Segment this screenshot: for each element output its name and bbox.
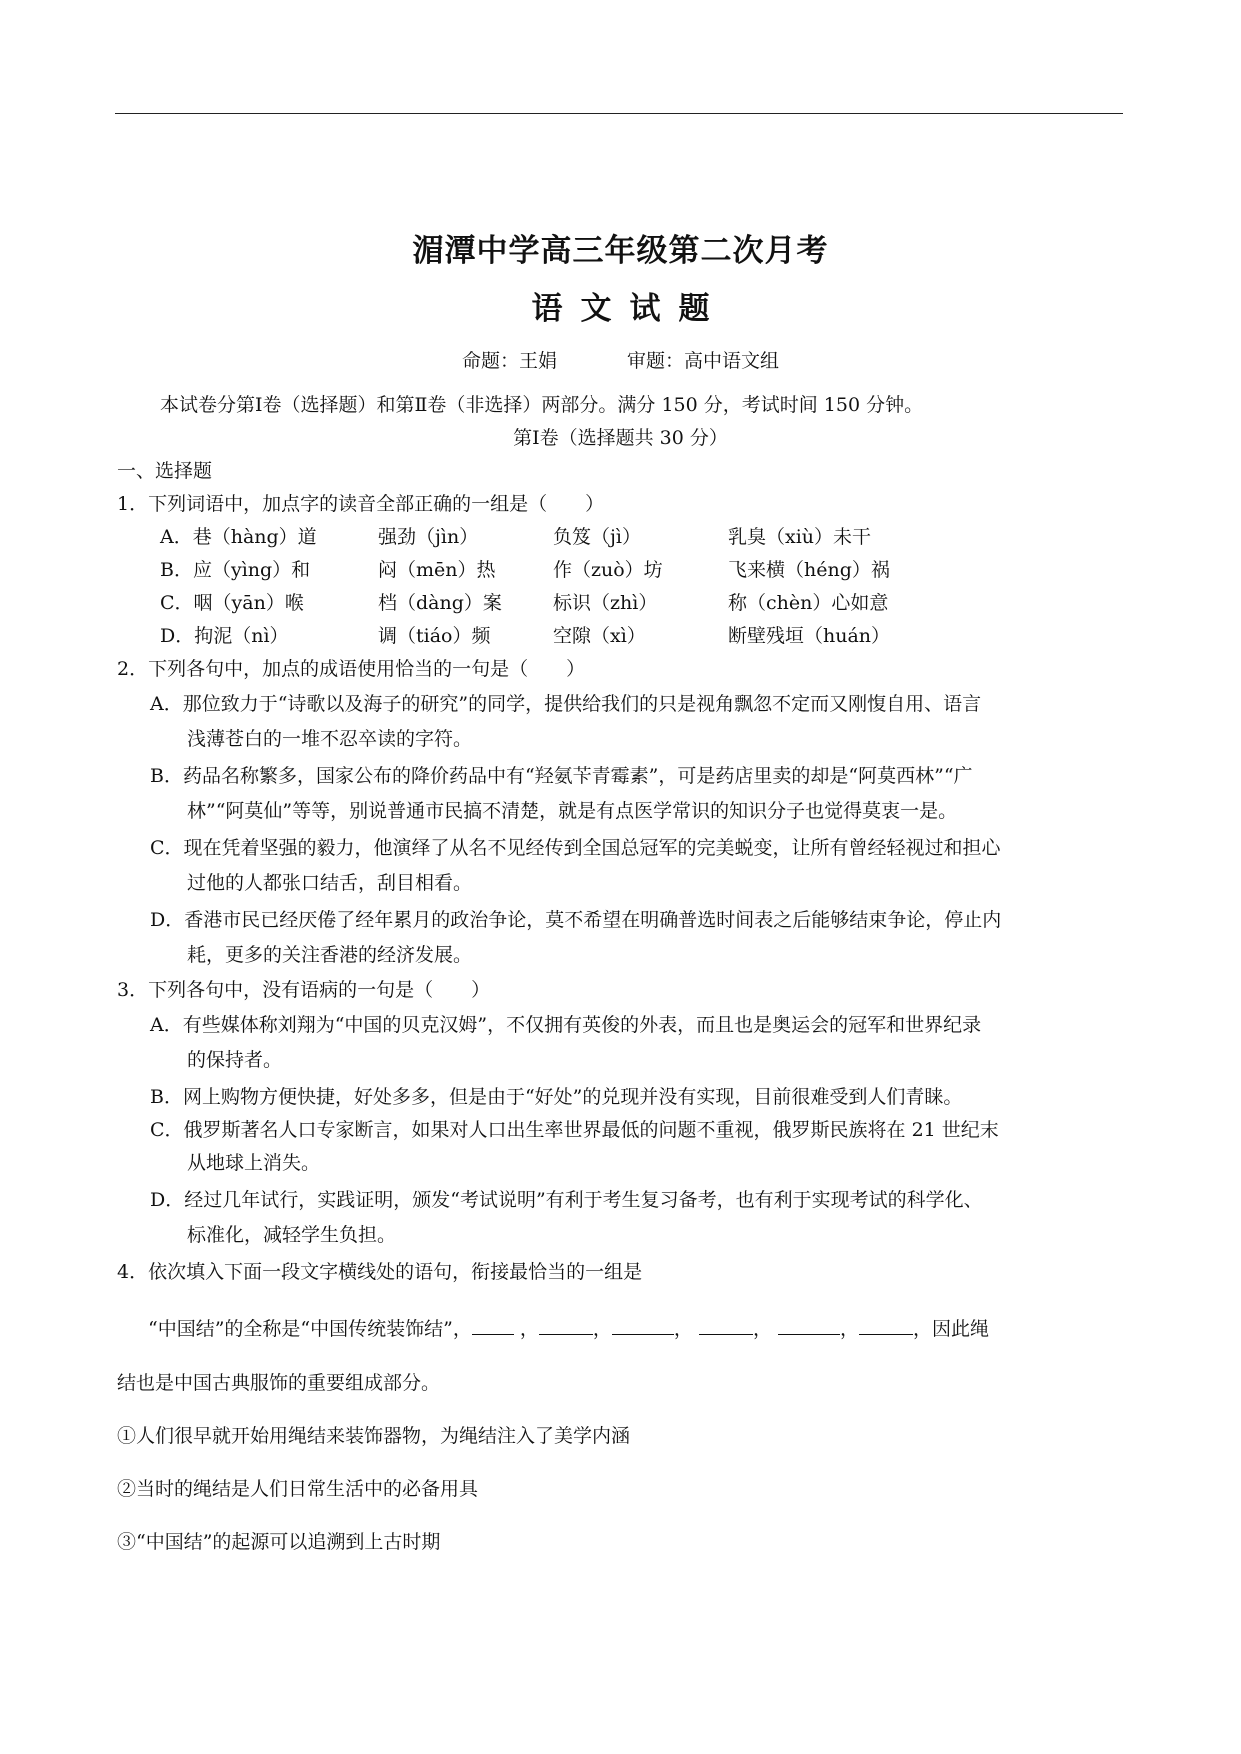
q3-option-d: D．经过几年试行，实践证明，颁发“考试说明”有利于考生复习备考，也有利于实现考试的科学化、 [150,1189,983,1211]
q2-option-d-cont: 耗，更多的关注香港的经济发展。 [187,944,473,966]
q1-row-d [0,621,1241,647]
q3-option-c: C．俄罗斯著名人口专家断言，如果对人口出生率世界最低的问题不重视，俄罗斯民族将在 21 世纪末 [150,1119,999,1141]
q1-row-c [0,588,1241,614]
q2-option-b: B．药品名称繁多，国家公布的降价药品中有“羟氨苄青霉素”，可是药店里卖的却是“阿莫西林”“广 [150,765,973,787]
q2-option-c: C．现在凭着坚强的毅力，他演绎了从名不见经传到全国总冠军的完美蜕变，让所有曾经轻视过和担心 [150,837,1001,859]
intro-text: 本试卷分第Ⅰ卷（选择题）和第Ⅱ卷（非选择）两部分。满分 150 分，考试时间 150 分钟。 [160,394,924,416]
q3-option-a-cont: 的保持者。 [187,1049,283,1071]
q1-a-2: 强劲（jìn） [378,526,479,548]
q2-option-d: D．香港市民已经厌倦了经年累月的政治争论，莫不希望在明确普选时间表之后能够结束争论，停止内 [150,909,1002,931]
q3-option-d-cont: 标准化，减轻学生负担。 [187,1224,397,1246]
blank-6 [859,1316,913,1335]
exam-subtitle: 语文试题 [531,291,728,327]
reviewer: 审题：高中语文组 [627,350,780,372]
q3-option-a: A．有些媒体称刘翔为“中国的贝克汉姆”，不仅拥有英俊的外表，而且也是奥运会的冠军和世界纪录 [150,1014,982,1036]
q2-option-c-cont: 过他的人都张口结舌，刮目相看。 [187,872,473,894]
q2-option-a: A．那位致力于“诗歌以及海子的研究”的同学，提供给我们的只是视角飘忽不定而又刚愎自用、语言 [150,693,982,715]
q1-d-2: 调（tiáo）频 [378,625,491,647]
blank-2 [539,1316,593,1335]
q1-c-1: C．咽（yān）喉 [160,592,304,614]
header-rule [115,113,1123,114]
q1-b-4: 飞来横（héng）祸 [728,559,890,581]
q1-d-1: D．拘泥（nì） [160,625,289,647]
q4-option-3: ③“中国结”的起源可以追溯到上古时期 [117,1531,441,1553]
q1-stem: 1．下列词语中，加点字的读音全部正确的一组是（ ） [117,493,605,515]
q1-b-1: B．应（yìng）和 [160,559,311,581]
q2-option-a-cont: 浅薄苍白的一堆不忍卒读的字符。 [187,728,473,750]
q1-a-3: 负笈（jì） [553,526,641,548]
author-line [0,346,1241,373]
q1-d-3: 空隙（xì） [553,625,646,647]
blank-3 [612,1316,674,1335]
blank-5 [778,1316,840,1335]
q1-row-b [0,555,1241,581]
q1-a-1: A．巷（hàng）道 [160,526,317,548]
q3-stem: 3．下列各句中，没有语病的一句是（ ） [117,979,491,1001]
q4-stem: 4．依次填入下面一段文字横线处的语句，衔接最恰当的一组是 [117,1261,643,1283]
q2-stem: 2．下列各句中，加点的成语使用恰当的一句是（ ） [117,658,586,680]
q4-passage-line1: “中国结”的全称是“中国传统装饰结”， ， ， ， ， ， ，因此绳 [148,1318,990,1340]
q4-passage-end: ，因此绳 [913,1318,990,1340]
blank-1 [472,1316,514,1335]
q1-c-3: 标识（zhì） [553,592,658,614]
proposer: 命题：王娟 [461,350,557,372]
q3-option-b: B．网上购物方便快捷，好处多多，但是由于“好处”的兑现并没有实现，目前很难受到人们青睐。 [150,1086,963,1108]
q1-c-2: 档（dàng）案 [378,592,502,614]
q1-a-4: 乳臭（xiù）未干 [728,526,872,548]
q2-option-b-cont: 林”“阿莫仙”等等，别说普通市民搞不清楚，就是有点医学常识的知识分子也觉得莫衷一是。 [187,800,958,822]
section-heading: 一、选择题 [117,460,213,482]
q1-row-a [0,522,1241,548]
part1-title: 第Ⅰ卷（选择题共 30 分） [513,427,728,449]
q4-passage-start: “中国结”的全称是“中国传统装饰结”， [148,1318,472,1340]
q4-option-2: ②当时的绳结是人们日常生活中的必备用具 [117,1478,479,1500]
q1-d-4: 断壁残垣（huán） [728,625,891,647]
q4-option-1: ①人们很早就开始用绳结来装饰器物，为绳结注入了美学内涵 [117,1425,631,1447]
q1-c-4: 称（chèn）心如意 [728,592,889,614]
q1-b-3: 作（zuò）坊 [553,559,663,581]
q1-b-2: 闷（mēn）热 [378,559,496,581]
q3-option-c-cont: 从地球上消失。 [187,1152,321,1174]
q4-passage-line2: 结也是中国古典服饰的重要组成部分。 [117,1372,441,1394]
exam-title: 湄潭中学高三年级第二次月考 [412,233,829,269]
blank-4 [699,1316,753,1335]
